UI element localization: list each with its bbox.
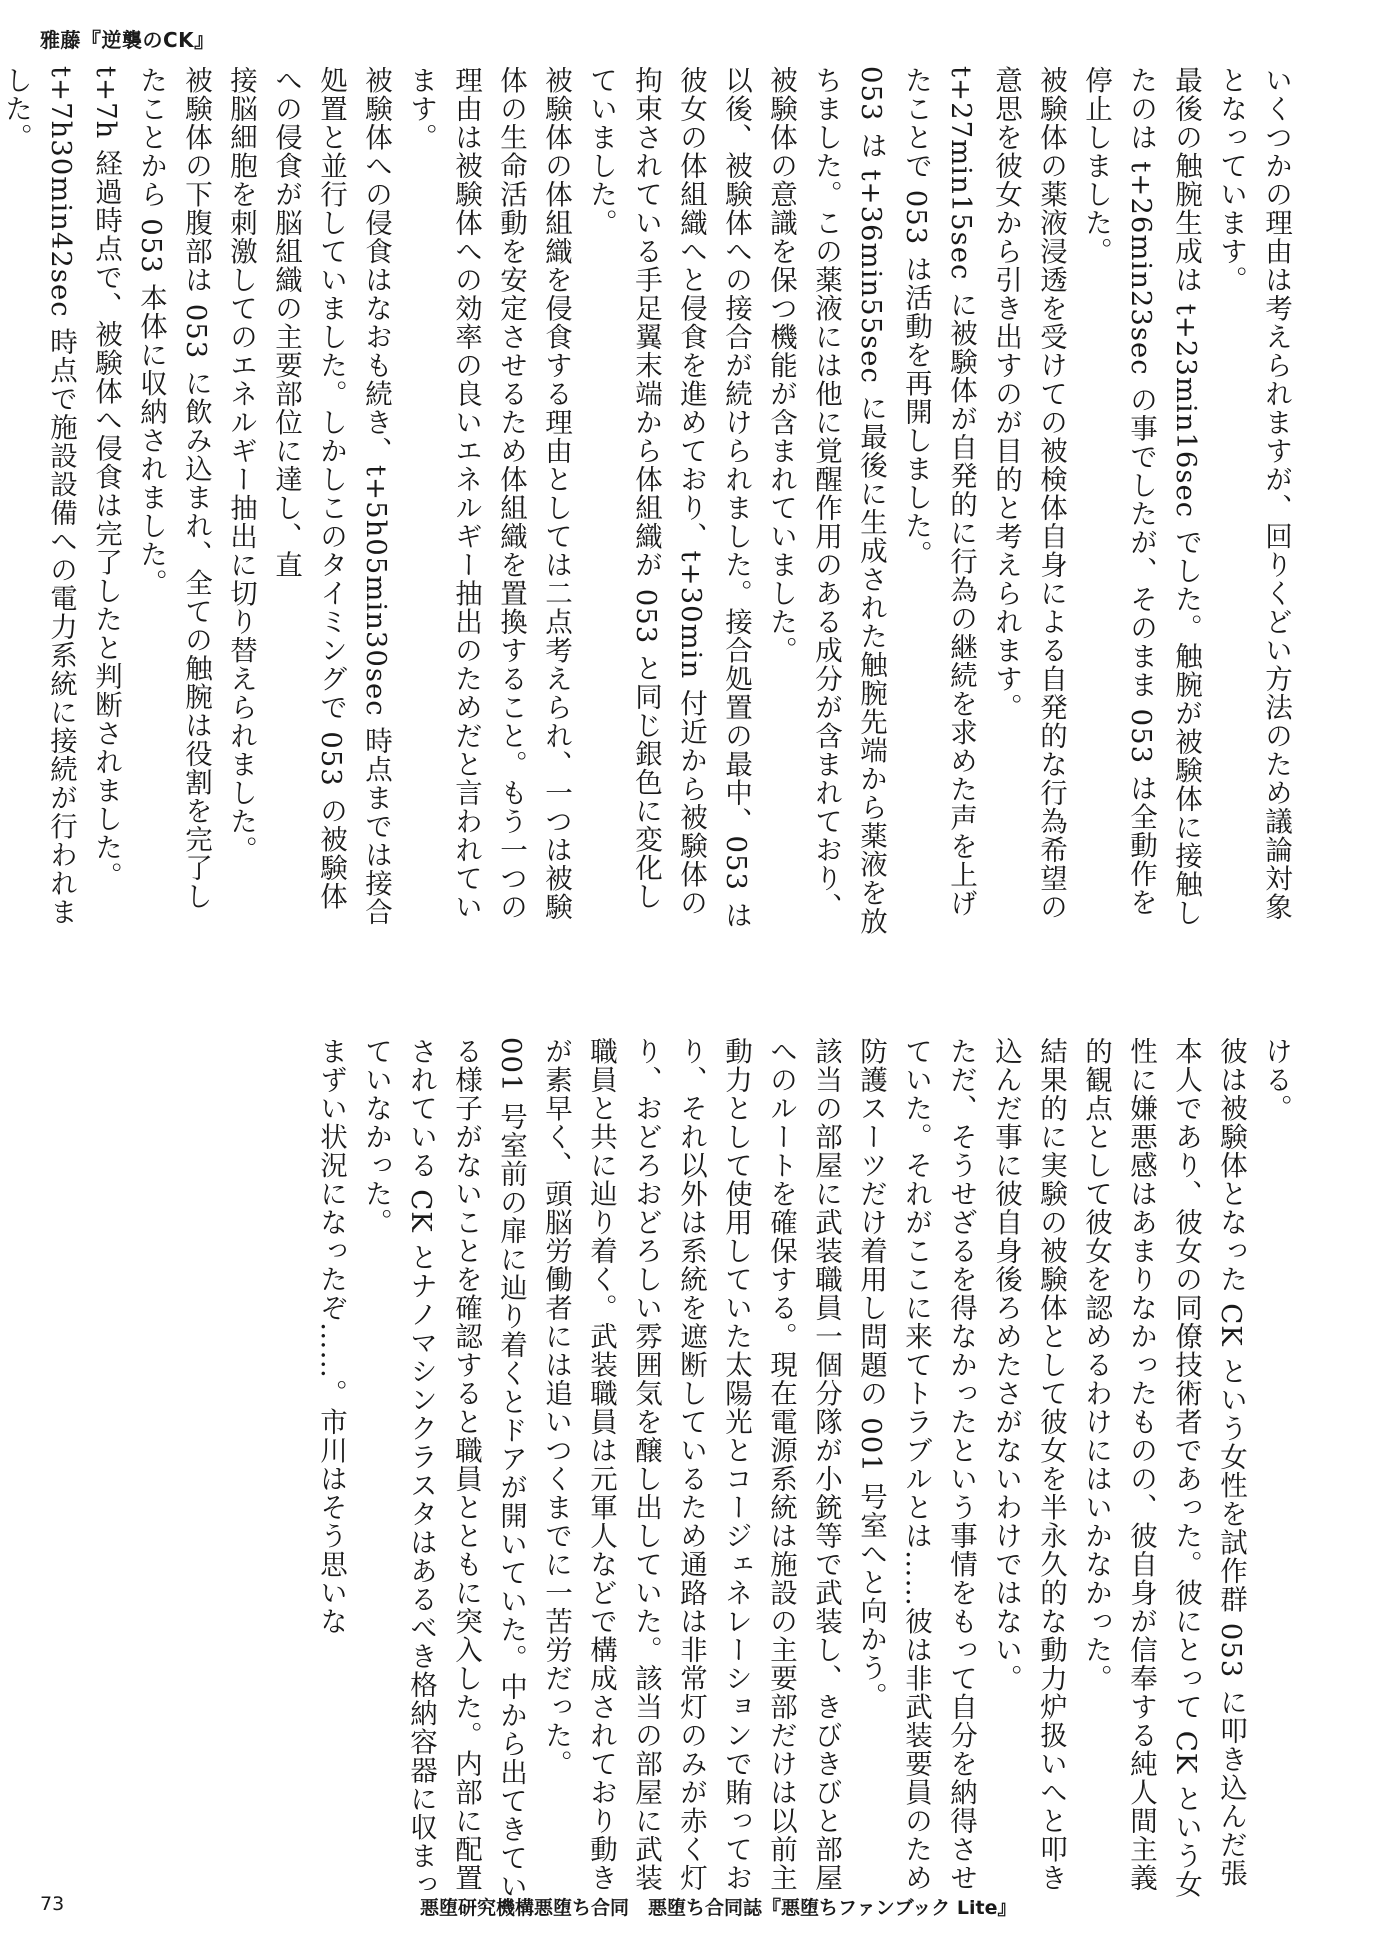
paragraph: まずい状況になったぞ……。市川はそう思いな [315, 1037, 347, 1636]
paragraph: 該当の部屋に武装職員一個分隊が小銃等で武装し、きびきびと部屋へのルートを確保する。現在電源系統は施設の主要部だけは以前主動力として使用していた太陽光とコージェネレーションで賄っており、それ以外は系統を遮断しているため通路は非常灯のみが赤く灯り、おどろおどろしい雰囲気を醸し出していた。該当の部屋に武装職員と共に辿り着く。武装職員は元軍人などで構成されており動きが素早く、頭脳労働者には追いつくまでに一苦労だった。 [540, 1037, 842, 1892]
paragraph: 被験体への侵食はなおも続き、t+5h05min30sec 時点までは接合処置と並行していました。しかしこのタイミングで 053 の被験体への侵食が脳組織の主要部位に達し、直 [270, 66, 392, 926]
paragraph: 001 号室前の扉に辿り着くとドアが開いていた。中から出てきている様子がないことを確認すると職員とともに突入した。内部に配置されている CK とナノマシンクラスタはあるべき格納容器に収まっていなかった。 [360, 1037, 527, 1901]
text-block-bottom [58, 1037, 1298, 1907]
paragraph: 被験体の下腹部は 053 に飲み込まれ、全ての触腕は役割を完了したことから 053 本体に収納されました。 [135, 66, 212, 911]
page-number: 73 [40, 1893, 65, 1915]
paragraph: 彼は被験体となった CK という女性を試作群 053 に叩き込んだ張本人であり、彼女の同僚技術者であった。彼にとって CK という女性に嫌悪感はあまりなかったものの、彼自身が信奉する純人間主義的観点として彼女を認めるわけにはいかなかった。 [1080, 1037, 1247, 1899]
footer-credit: 悪堕研究機構悪堕ち合同 悪堕ち合同誌『悪堕ちファンブック Lite』 [420, 1897, 1017, 1919]
paragraph: 053 は t+36min55sec に最後に生成された触腕先端から薬液を放ちました。この薬液には他に覚醒作用のある成分が含まれており、被験体の意識を保つ機能が含まれていました。 [765, 66, 887, 936]
text-block-top-right [0, 66, 1298, 936]
paragraph: 結果的に実験の被験体として彼女を半永久的な動力炉扱いへと叩き込んだ事に彼自身後ろめたさがないわけではない。 [990, 1037, 1067, 1892]
paragraph: 以後、被験体への接合が続けられました。接合処置の最中、053 は彼女の体組織へと侵食を進めており、t+30min 付近から被験体の拘束されている手足翼末端から体組織が 053 と同じ銀色に変化していました。 [585, 66, 752, 930]
paragraph: t+27min15sec に被験体が自発的に行為の継続を求めた声を上げたことで 053 は活動を再開しました。 [900, 66, 977, 918]
paragraph: 接脳細胞を刺激してのエネルギー抽出に切り替えられました。 [225, 66, 257, 864]
paragraph: 被験体の体組織を侵食する理由としては二点考えられ、一つは被験体の生命活動を安定させるため体組織を置換すること。もう一つの理由は被験体への効率の良いエネルギー抽出のためだと言われています。 [405, 66, 572, 921]
paragraph: 被験体の薬液浸透を受けての被検体自身による自発的な行為希望の意思を彼女から引き出すのが目的と考えられます。 [990, 66, 1067, 921]
paragraph: いくつかの理由は考えられますが、回りくどい方法のため議論対象となっています。 [1215, 66, 1292, 921]
paragraph: t+7h 経過時点で、被験体へ侵食は完了したと判断されました。t+7h30min42sec 時点で施設設備への電力系統に接続が行われました。 [0, 66, 122, 926]
paragraph: ただ、そうせざるを得なかったという事情をもって自分を納得させていた。それがここに来てトラブルとは……彼は非武装要員のため防護スーツだけ着用し問題の 001 号室へと向かう。 [855, 1037, 977, 1892]
paragraph: 最後の触腕生成は t+23min16sec でした。触腕が被験体に接触したのは t+26min23sec の事でしたが、そのまま 053 は全動作を停止しました。 [1080, 66, 1202, 927]
header-title: 雅藤『逆襲のCK』 [40, 28, 215, 52]
paragraph: ける。 [1260, 1037, 1292, 1123]
